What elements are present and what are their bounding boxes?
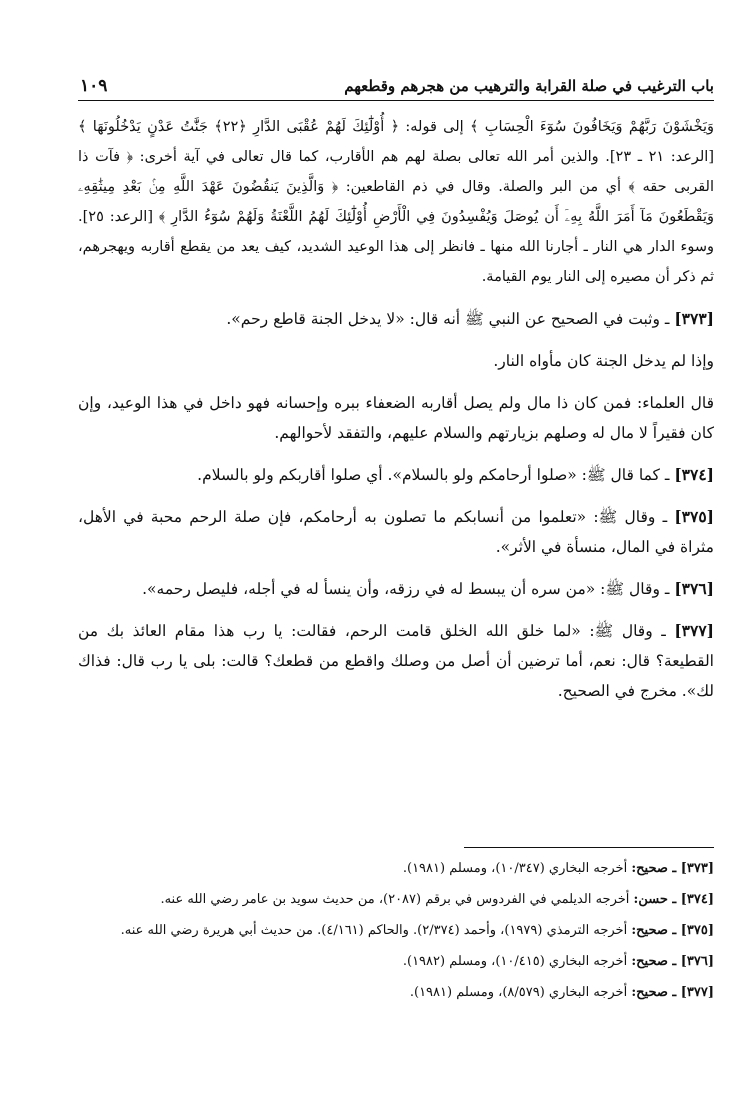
footnote-text: أخرجه البخاري (١٠/٤١٥)، ومسلم (١٩٨٢).: [402, 954, 632, 969]
hadith-number: [٣٧٦]: [674, 579, 714, 598]
fire-sentence: وإذا لم يدخل الجنة كان مأواه النار.: [493, 352, 714, 370]
hadith-text: ـ كما قال ﷺ: «صلوا أرحامكم ولو بالسلام». أي صلوا أقاربكم ولو بالسلام.: [197, 466, 675, 484]
hadith-number: [٣٧٤]: [674, 465, 714, 484]
hadith-373: [78, 304, 714, 334]
footnotes: [78, 856, 714, 1011]
footnote-376: [78, 949, 714, 974]
footnote-text: أخرجه الترمذي (١٩٧٩)، وأحمد (٢/٣٧٤). والحاكم (٤/١٦١). من حديث أبي هريرة رضي الله عنه.: [120, 923, 632, 938]
hadith-number: [٣٧٥]: [674, 507, 714, 526]
footnote-label: [٣٧٧] ـ صحيح:: [631, 985, 714, 1000]
hadith-text: ـ وثبت في الصحيح عن النبي ﷺ أنه قال: «لا يدخل الجنة قاطع رحم».: [226, 310, 675, 328]
footnote-label: [٣٧٤] ـ حسن:: [633, 892, 714, 907]
running-title: باب الترغيب في صلة القرابة والترهيب من هجرهم وقطعهم: [344, 77, 714, 95]
footnote-373: [78, 856, 714, 881]
main-text: [78, 112, 714, 706]
footnote-text: أخرجه البخاري (٨/٥٧٩)، ومسلم (١٩٨١).: [409, 985, 632, 1000]
book-page: [78, 0, 714, 1108]
footnote-377: [78, 980, 714, 1005]
hadith-number: [٣٧٣]: [674, 309, 714, 328]
footnote-label: [٣٧٥] ـ صحيح:: [631, 923, 714, 938]
hadith-text: ـ وقال ﷺ: «لما خلق الله الخلق قامت الرحم، فقالت: يا رب هذا مقام العائذ بك من القطيعة؟ قال: نعم، أما ترضين أن أصل من وصلك واقطع من قطعك؟ قالت: بلى يا رب قال: فذاك لك». مخرج في الصحيح.: [78, 622, 714, 700]
hadith-number: [٣٧٧]: [674, 621, 714, 640]
hadith-text: ـ وقال ﷺ: «تعلموا من أنسابكم ما تصلون به أرحامكم، فإن صلة الرحم محبة في الأهل، مثراة في المال، منسأة في الأثر».: [78, 508, 714, 556]
scholars-paragraph: قال العلماء: فمن كان ذا مال ولم يصل أقاربه الضعفاء ببره وإحسانه فهو داخل في هذا الوعيد، وإن كان فقيراً لا مال له وصلهم بزيارتهم والسلام عليهم، والتفقد لأحوالهم.: [78, 394, 714, 442]
hadith-377: [78, 616, 714, 706]
footnote-label: [٣٧٣] ـ صحيح:: [631, 861, 714, 876]
footnote-374: [78, 887, 714, 912]
hadith-374: [78, 460, 714, 490]
quran-commentary-paragraph: وَيَخْشَوْنَ رَبَّهُمْ وَيَخَافُونَ سُوٓءَ الْحِسَابِ ﴾ إلى قوله: ﴿ أُوْلَٰٓئِكَ لَهُمْ عُقْبَى الدَّارِ ﴿٢٢﴾ جَنَّٰتُ عَدْنٍ يَدْخُلُونَهَا ﴾ [الرعد: ٢١ ـ ٢٣]. والذين أمر الله تعالى بصلة لهم هم الأقارب، كما قال تعالى في آية أخرى: ﴿ فآت ذا القربى حقه ﴾ أي من البر والصلة. وقال في ذم القاطعين: ﴿ وَالَّذِينَ يَنقُضُونَ عَهْدَ اللَّهِ مِنۢ بَعْدِ مِيثَٰقِهِۦ وَيَقْطَعُونَ مَآ أَمَرَ اللَّهُ بِهِۦٓ أَن يُوصَلَ وَيُفْسِدُونَ فِي الْأَرْضِ أُوْلَٰٓئِكَ لَهُمُ اللَّعْنَةُ وَلَهُمْ سُوٓءُ الدَّارِ ﴾ [الرعد: ٢٥]. وسوء الدار هي النار ـ أجارنا الله منها ـ فانظر إلى هذا الوعيد الشديد، كيف يعد من يقطع أقاربه ويهجرهم، ثم ذكر أن مصيره إلى النار يوم القيامة.: [78, 119, 714, 285]
footnote-text: أخرجه البخاري (١٠/٣٤٧)، ومسلم (١٩٨١).: [402, 861, 632, 876]
hadith-text: ـ وقال ﷺ: «من سره أن يبسط له في رزقه، وأن ينسأ له في أجله، فليصل رحمه».: [142, 580, 675, 598]
hadith-375: [78, 502, 714, 562]
footnote-text: أخرجه الديلمي في الفردوس في برقم (٢٠٨٧)، من حديث سويد بن عامر رضي الله عنه.: [160, 892, 634, 907]
footnote-separator: [464, 847, 714, 848]
hadith-376: [78, 574, 714, 604]
footnote-375: [78, 918, 714, 943]
footnote-label: [٣٧٦] ـ صحيح:: [631, 954, 714, 969]
page-number: ١٠٩: [80, 76, 108, 96]
page-header: [78, 74, 714, 101]
